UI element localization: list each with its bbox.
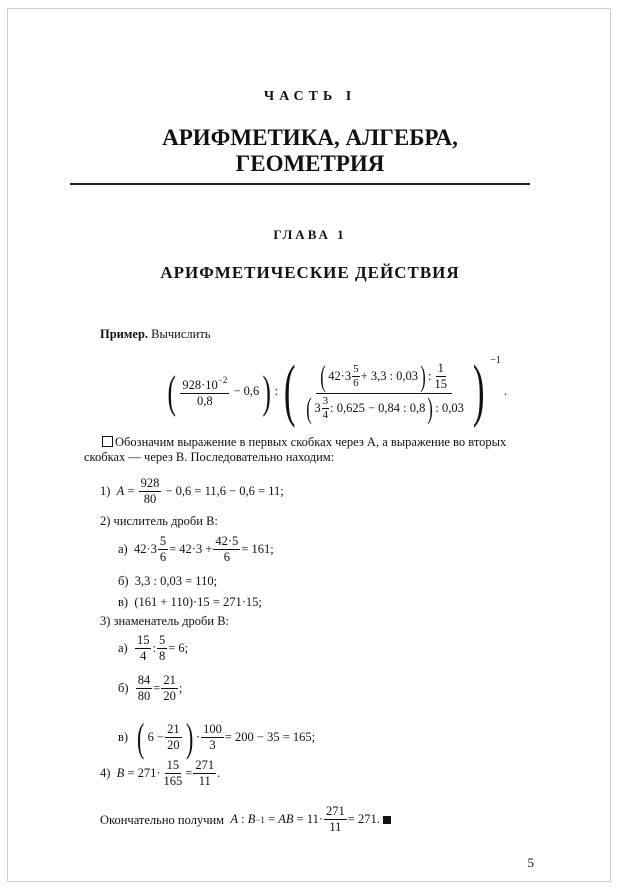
part-title-line1: АРИФМЕТИКА, АЛГЕБРА, xyxy=(162,125,458,150)
proof-end-icon xyxy=(383,816,391,824)
step-2c: в) (161 + 110)·15 = 271·15; xyxy=(118,595,262,609)
example-label: Пример. xyxy=(100,327,149,341)
example-heading xyxy=(100,327,211,341)
title-rule xyxy=(70,183,530,185)
step-2-heading: 2) числитель дроби B: xyxy=(100,514,218,528)
part-title-line2: ГЕОМЕТРИЯ xyxy=(235,151,385,176)
proof-start-icon xyxy=(102,436,113,447)
step-2a: а) 42·3 $\frac{5}{6}$ = 42·3 + $\frac{42\cdot 5}{6}$ = 161; xyxy=(118,534,274,564)
part-label: ЧАСТЬ I xyxy=(263,89,357,104)
step-3b: б) $\frac{84}{80}$ = $\frac{21}{20}$ ; xyxy=(118,673,183,703)
paren-left: ( xyxy=(167,365,176,417)
chapter-title: АРИФМЕТИЧЕСКИЕ ДЕЙСТВИЯ xyxy=(160,263,460,282)
intro-line1: Обозначим выражение в первых скобках через A, а выражение во вторых xyxy=(102,435,506,449)
step-3c: в) ( 6 − $\frac{21}{20}$ ) · $\frac{100}{3}$ = 200 − 35 = 165; xyxy=(118,715,316,760)
fraction-a: $\frac{928\cdot 10^{-2}}{0,8}$ xyxy=(182,375,228,408)
main-expression: ( $\frac{928\cdot 10^{-2}}{0,8}$ − 0,6 ) : ( ( 42·3 $\frac{5}{6}$ + 3,3 : 0,03 ) : $\frac{1}{15}$ ( 3 $\frac{3}{4}$ : 0,625 − 0,84 : 0,8 ) : 0,03 ) −1 . xyxy=(167,352,508,429)
part-title xyxy=(8,125,612,177)
example-text: Вычислить xyxy=(151,327,211,341)
step-1: 1) A = $\frac{928}{80}$ − 0,6 = 11,6 − 0,6 = 11; xyxy=(100,476,284,506)
chapter-label: ГЛАВА 1 xyxy=(273,227,347,242)
final-result: Окончательно получим A : B −1 = AB = 11· $\frac{271}{11}$ = 271. xyxy=(100,805,391,834)
fraction-b: ( 42·3 $\frac{5}{6}$ + 3,3 : 0,03 ) : $\frac{1}{15}$ ( 3 $\frac{3}{4}$ : 0,625 − 0,84 : 0,8 ) : 0,03 xyxy=(306,359,464,425)
step-4: 4) B = 271· $\frac{15}{165}$ = $\frac{271}{11}$ . xyxy=(100,758,221,788)
final-text: Окончательно получим xyxy=(100,812,225,827)
page-number: 5 xyxy=(527,855,534,870)
book-page xyxy=(7,8,611,882)
step-3a: а) $\frac{15}{4}$ : $\frac{5}{8}$ = 6; xyxy=(118,633,189,663)
intro-line2: скобках — через B. Последовательно находим: xyxy=(84,450,335,464)
step-2b: б) 3,3 : 0,03 = 110; xyxy=(118,574,218,588)
step-3-heading: 3) знаменатель дроби B: xyxy=(100,614,230,628)
